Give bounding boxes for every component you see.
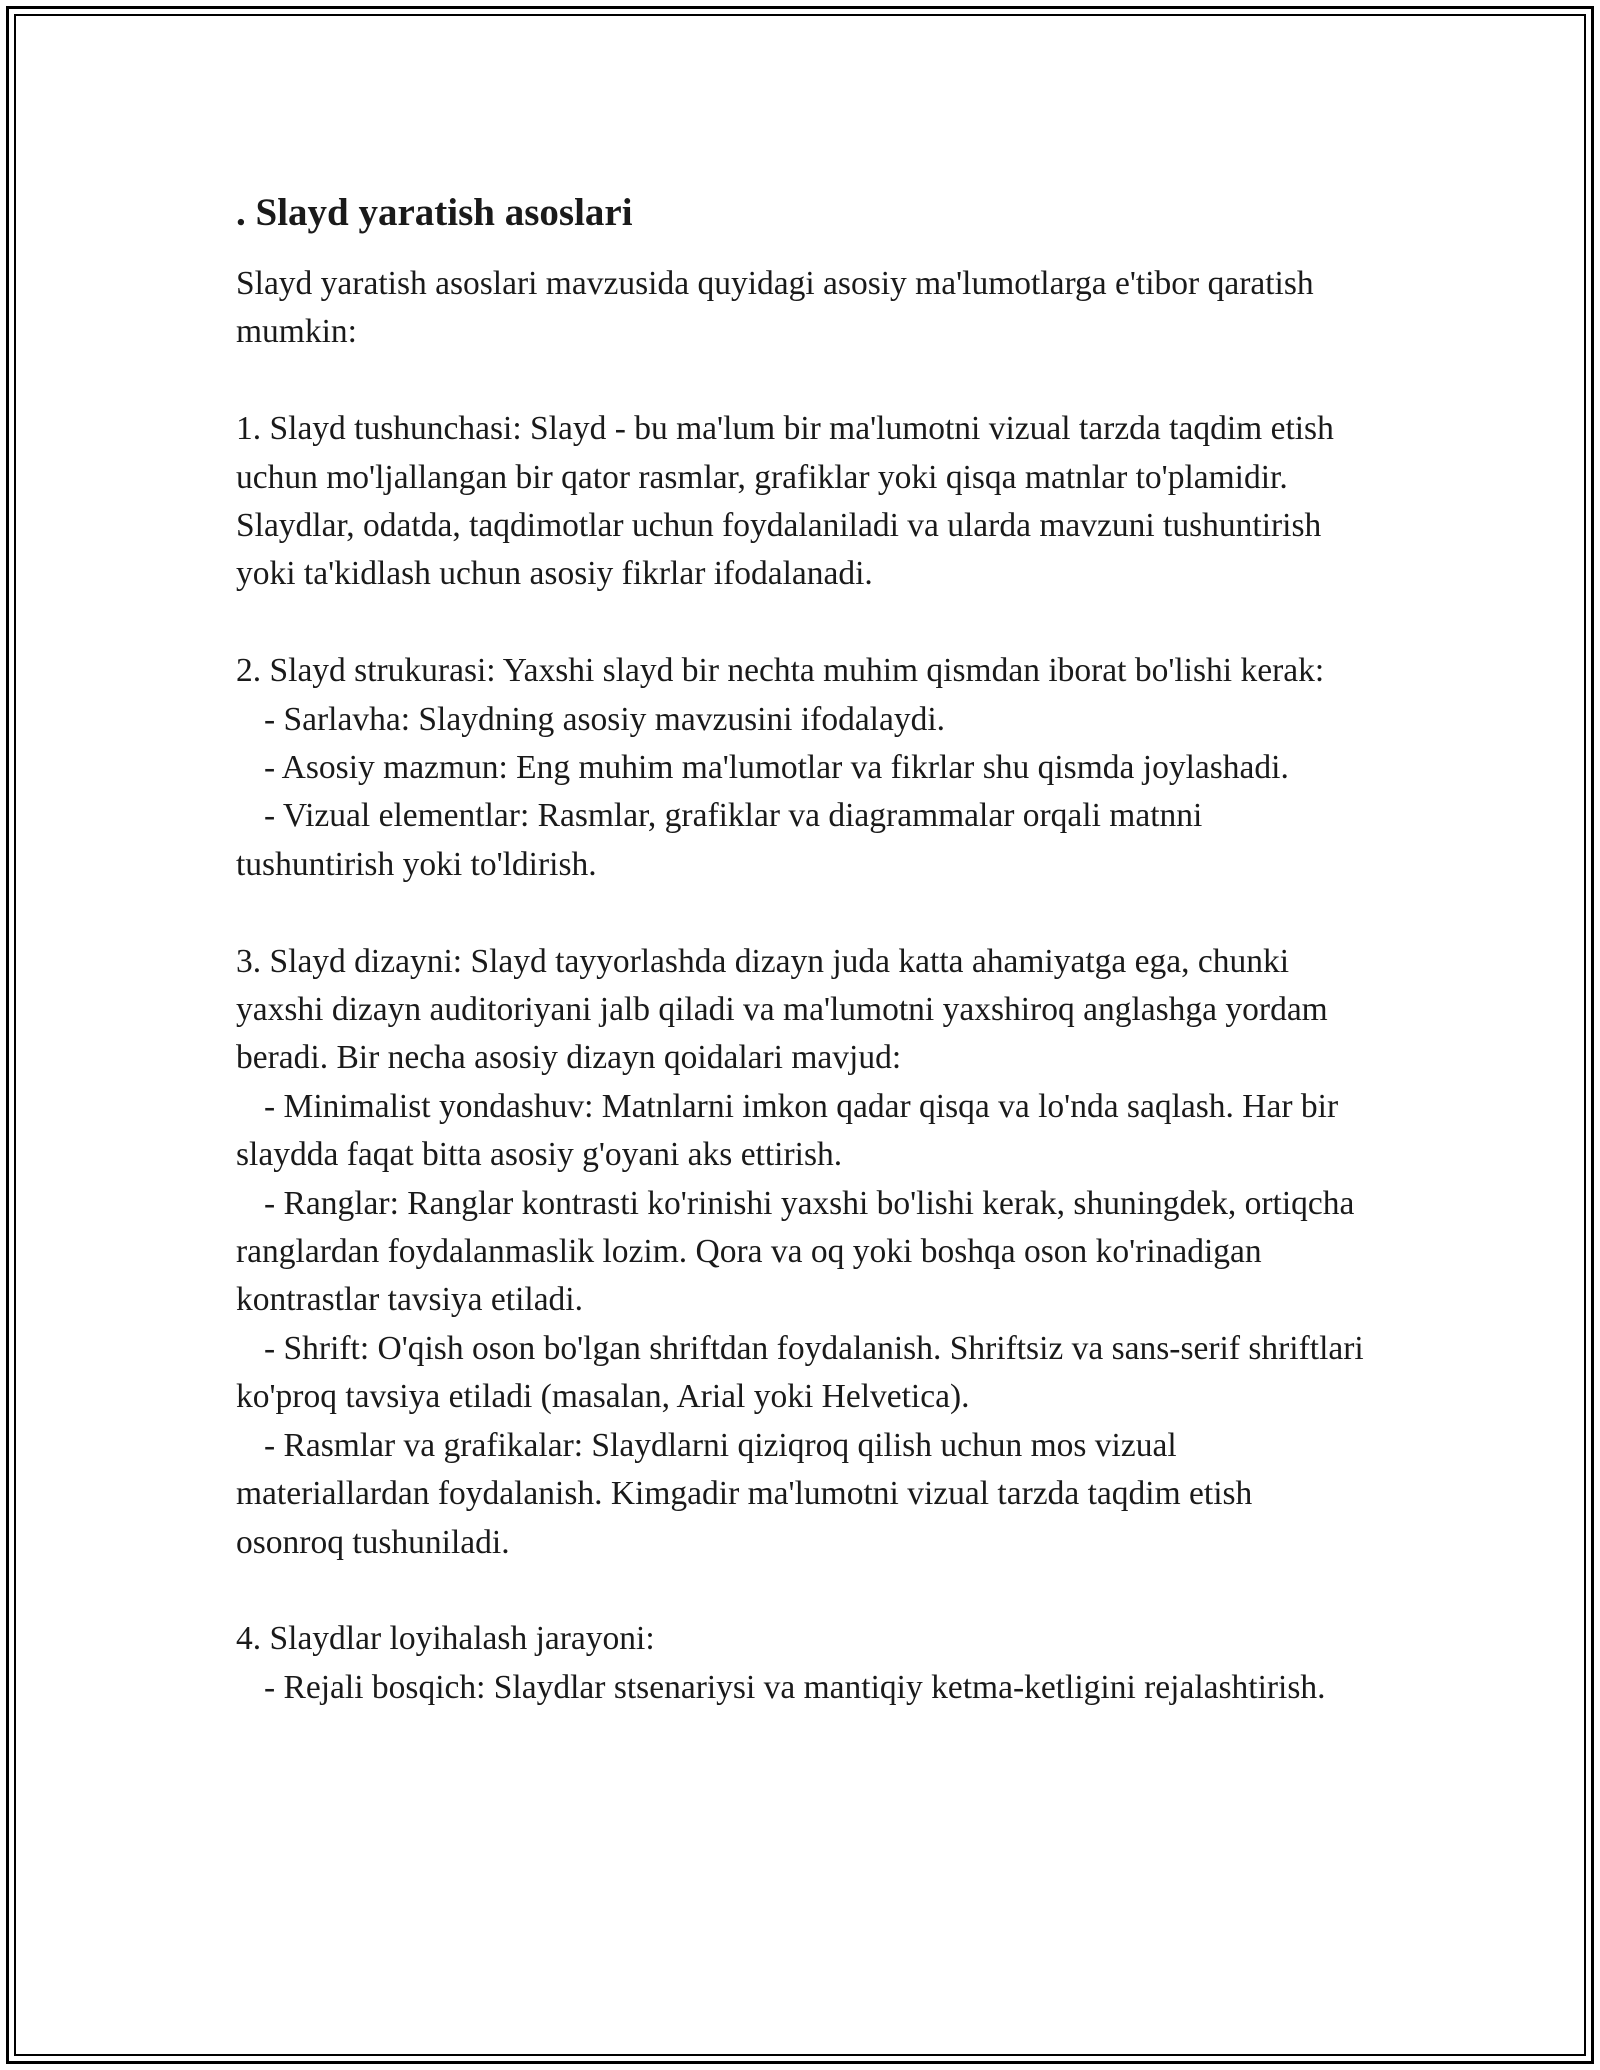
section-3-item: - Shrift: O'qish oson bo'lgan shriftdan foydalanish. Shriftsiz va sans-serif shriftlari ko'proq tavsiya etiladi (masalan, Arial yoki Helvetica). [236, 1329, 1364, 1416]
section-2-item: - Vizual elementlar: Rasmlar, grafiklar va diagrammalar orqali matnni tushuntirish yoki to'ldirish. [236, 797, 1203, 883]
section-3-item: - Rasmlar va grafikalar: Slaydlarni qiziqroq qilish uchun mos vizual materiallardan foydalanish. Kimgadir ma'lumotni vizual tarzda taqdim etish osonroq tushuniladi. [236, 1426, 1253, 1561]
paragraph-spacer [236, 889, 1366, 937]
section-2-item: - Sarlavha: Slaydning asosiy mavzusini ifodalaydi. [264, 700, 946, 738]
intro-paragraph: Slayd yaratish asoslari mavzusida quyidagi asosiy ma'lumotlarga e'tibor qaratish mumkin: [236, 265, 1314, 351]
page-title: . Slayd yaratish asoslari [236, 191, 633, 234]
section-3-heading: 3. Slayd dizayni: Slayd tayyorlashda dizayn juda katta ahamiyatga ega, chunki yaxshi dizayn auditoriyani jalb qiladi va ma'lumotni yaxshiroq anglashga yordam beradi. Bir necha asosiy dizayn qoidalari mavjud: [236, 942, 1328, 1077]
section-4-heading: 4. Slaydlar loyihalash jarayoni: [236, 1620, 655, 1658]
section-2-heading: 2. Slayd strukurasi: Yaxshi slayd bir nechta muhim qismdan iborat bo'lishi kerak: [236, 652, 1325, 690]
section-2-item: - Asosiy mazmun: Eng muhim ma'lumotlar va fikrlar shu qismda joylashadi. [264, 749, 1289, 787]
section-4-item: - Rejali bosqich: Slaydlar stsenariysi va mantiqiy ketma-ketligini rejalashtirish. [264, 1668, 1326, 1706]
paragraph-spacer [236, 357, 1366, 405]
section-3-item: - Minimalist yondashuv: Matnlarni imkon qadar qisqa va lo'nda saqlash. Har bir slaydda faqat bitta asosiy g'oyani aks ettirish. [236, 1087, 1339, 1174]
document-body [236, 186, 1366, 1712]
paragraph-spacer [236, 599, 1366, 647]
paragraph-spacer [236, 1567, 1366, 1615]
section-1-text: 1. Slayd tushunchasi: Slayd - bu ma'lum bir ma'lumotni vizual tarzda taqdim etish uchun mo'ljallangan bir qator rasmlar, grafiklar yoki qisqa matnlar to'plamidir. Slaydlar, odatda, taqdimotlar uchun foydalaniladi va ularda mavzuni tushuntirish yoki ta'kidlash uchun asosiy fikrlar ifodalanadi. [236, 410, 1334, 593]
section-3-item: - Ranglar: Ranglar kontrasti ko'rinishi yaxshi bo'lishi kerak, shuningdek, ortiqcha ranglardan foydalanmaslik lozim. Qora va oq yoki boshqa oson ko'rinadigan kontrastlar tavsiya etiladi. [236, 1184, 1355, 1319]
